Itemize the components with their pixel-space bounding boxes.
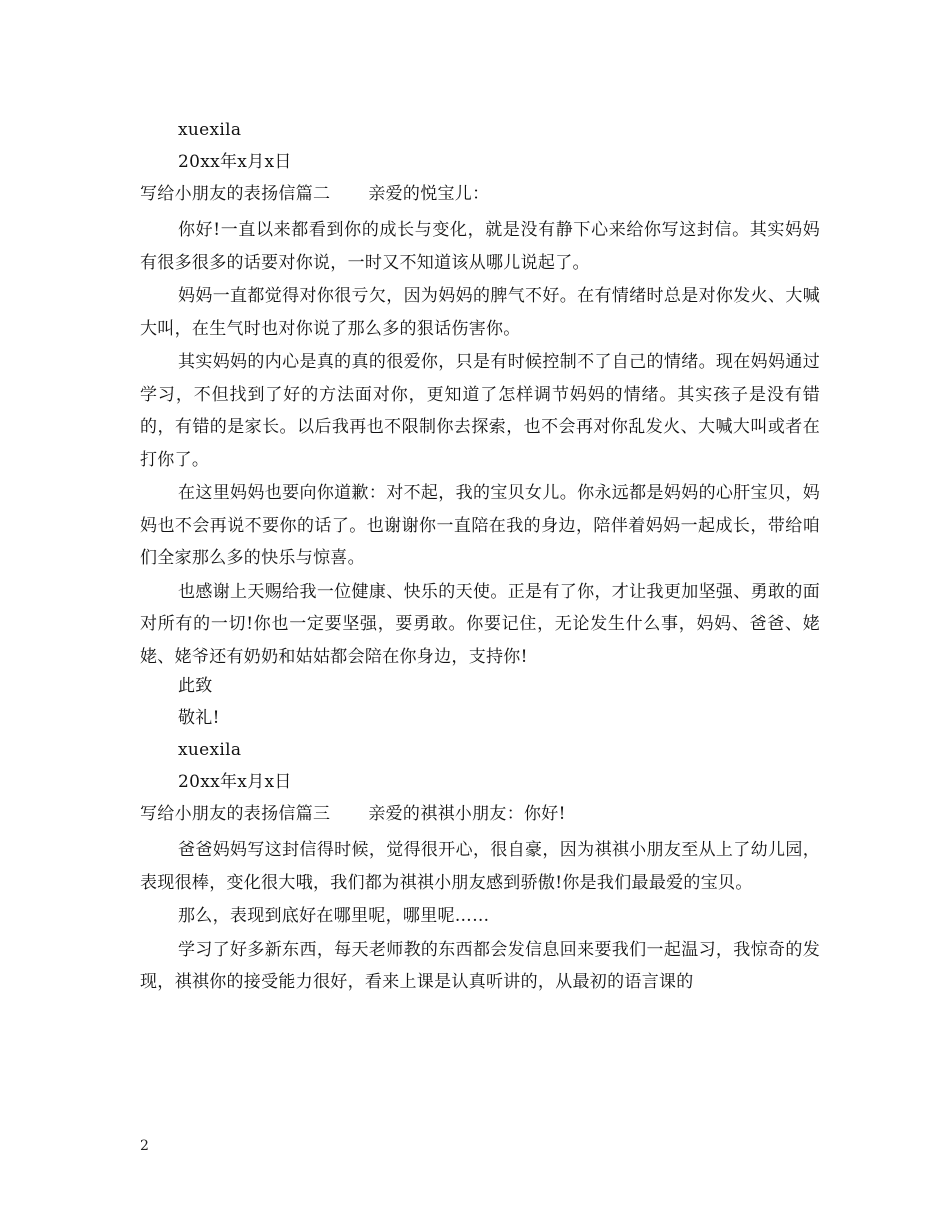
paragraph: 学习了好多新东西，每天老师教的东西都会发信息回来要我们一起温习，我惊奇的发现，祺祺你的接受能力很好，看来上课是认真听讲的，从最初的语言课的 [140, 939, 820, 992]
closing-line: 此致 [178, 676, 213, 696]
salutation: 亲爱的祺祺小朋友：你好! [368, 804, 566, 824]
date-line: 20xx年x月x日 [178, 772, 292, 792]
paragraph: 爸爸妈妈写这封信得时候，觉得很开心，很自豪，因为祺祺小朋友至从上了幼儿园，表现很棒，变化很大哦，我们都为祺祺小朋友感到骄傲!你是我们最最爱的宝贝。 [140, 840, 820, 893]
document-body [140, 118, 820, 1000]
section-heading: 写给小朋友的表扬信篇二 [140, 184, 331, 204]
paragraph: 其实妈妈的内心是真的真的很爱你，只是有时候控制不了自己的情绪。现在妈妈通过学习，不但找到了好的方法面对你，更知道了怎样调节妈妈的情绪。其实孩子是没有错的，有错的是家长。以后我再也不限制你去探索，也不会再对你乱发火、大喊大叫或者在打你了。 [140, 352, 820, 470]
paragraph: 也感谢上天赐给我一位健康、快乐的天使。正是有了你，才让我更加坚强、勇敢的面对所有的一切!你也一定要坚强，要勇敢。你要记住，无论发生什么事，妈妈、爸爸、姥姥、姥爷还有奶奶和姑姑都会陪在你身边，支持你! [140, 581, 820, 667]
paragraph: 妈妈一直都觉得对你很亏欠，因为妈妈的脾气不好。在有情绪时总是对你发火、大喊大叫，在生气时也对你说了那么多的狠话伤害你。 [140, 286, 820, 339]
paragraph: 那么，表现到底好在哪里呢，哪里呢…… [178, 906, 490, 926]
page-number: 2 [140, 1138, 149, 1154]
section-heading-line [140, 182, 820, 206]
section-heading: 写给小朋友的表扬信篇三 [140, 804, 331, 824]
salutation: 亲爱的悦宝儿： [368, 184, 490, 204]
closing-regards: 敬礼! [178, 708, 220, 728]
signature-line: xuexila [178, 740, 242, 760]
paragraph: 你好!一直以来都看到你的成长与变化，就是没有静下心来给你写这封信。其实妈妈有很多很多的话要对你说，一时又不知道该从哪儿说起了。 [140, 220, 820, 273]
date-line: 20xx年x月x日 [178, 152, 292, 172]
paragraph: 在这里妈妈也要向你道歉：对不起，我的宝贝女儿。你永远都是妈妈的心肝宝贝，妈妈也不会再说不要你的话了。也谢谢你一直陪在我的身边，陪伴着妈妈一起成长，带给咱们全家那么多的快乐与惊喜。 [140, 483, 820, 568]
section-heading-line [140, 802, 820, 826]
signature-line: xuexila [178, 120, 242, 140]
